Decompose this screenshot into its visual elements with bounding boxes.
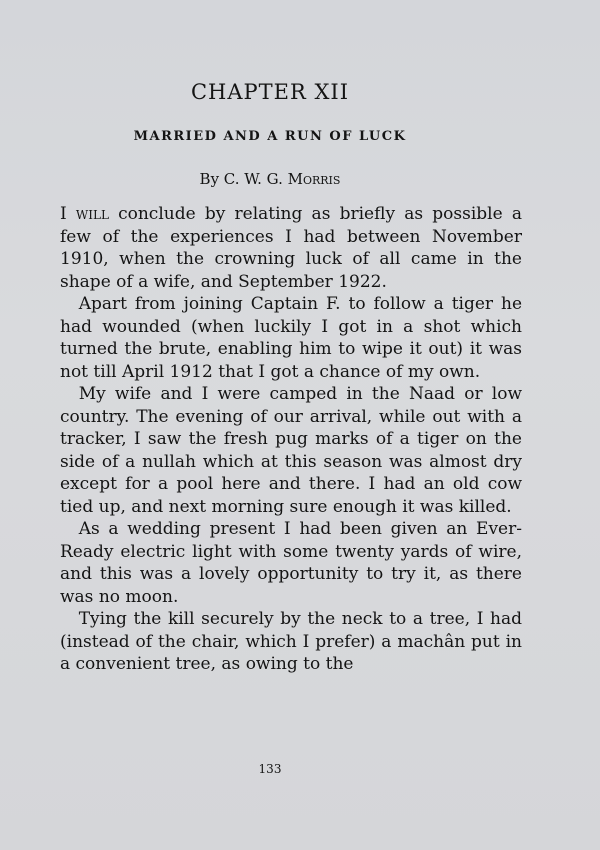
chapter-title: CHAPTER XII [190,80,350,104]
byline-prefix: By C. W. G. [199,170,288,188]
paragraph-1-text: conclude by relating as briefly as possible a few of the experiences I had between November 1910, when the crowning luck of all came in the shape of a wife, and September 1922. [60,204,522,292]
opening-word: I [60,204,67,224]
paragraph-5: Tying the kill securely by the neck to a tree, I had (instead of the chair, which I prefer) a machân put in a convenient tree, as owing to the [60,609,522,674]
paragraph-2: Apart from joining Captain F. to follow a tiger he had wounded (when luckily I got in a shot which turned the brute, enabling him to wipe it out) it was not till April 1912 that I got a chance of my own. [60,294,522,382]
chapter-subtitle: MARRIED AND A RUN OF LUCK [133,129,407,144]
paragraph-1 [60,203,522,293]
page-number: 133 [258,762,282,776]
byline [0,170,540,188]
opening-smallcaps: will [66,204,109,224]
paragraph-3: My wife and I were camped in the Naad or low country. The evening of our arrival, while out with a tracker, I saw the fresh pug marks of a tiger on the side of a nullah which at this season was almost dry except for a pool here and there. I had an old cow tied up, and next morning sure enough it was killed. [60,384,522,517]
paragraph-4: As a wedding present I had been given an Ever-Ready electric light with some twenty yards of wire, and this was a lovely opportunity to try it, as there was no moon. [60,519,522,607]
body-text [60,203,522,676]
byline-surname: Morris [287,170,341,188]
